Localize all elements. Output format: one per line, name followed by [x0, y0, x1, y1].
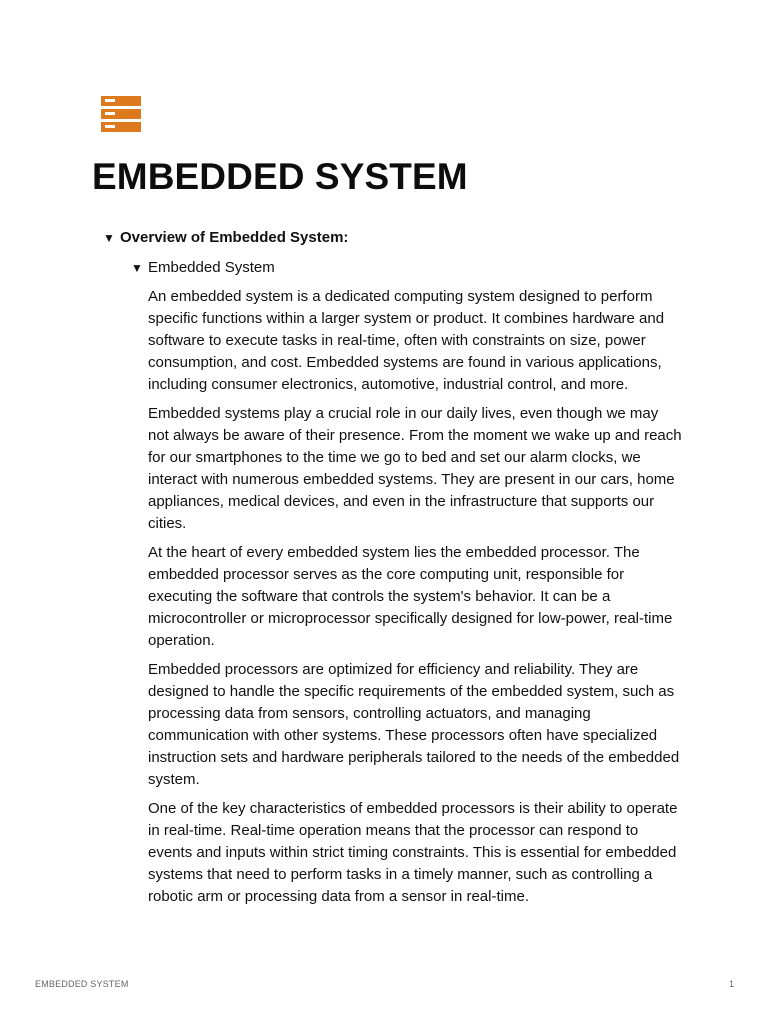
- paragraph: Embedded processors are optimized for efficiency and reliability. They are designed to handle the specific requirements of the embedded system, such as processing data from sensors, controlling actuators, and managing communication with other systems. These processors often have specialized instruction sets and hardware peripherals tailored to the needs of the embedded system.: [148, 661, 680, 788]
- page-number: 1: [728, 979, 734, 989]
- paragraph: At the heart of every embedded system lies the embedded processor. The embedded processor serves as the core computing unit, responsible for executing the software that controls the system's behavior. It can be a microcontroller or microprocessor specifically designed for low-power, real-time operation.: [148, 544, 673, 649]
- toggle-overview[interactable]: [103, 228, 348, 248]
- toggle-overview-label: Overview of Embedded System:: [120, 229, 349, 246]
- toggle-content: [148, 286, 683, 915]
- page-title: EMBEDDED SYSTEM: [92, 156, 468, 197]
- footer-title: EMBEDDED SYSTEM: [35, 979, 129, 989]
- paragraph: One of the key characteristics of embedded processors is their ability to operate in real-time. Real-time operation means that the processor can respond to events and inputs within strict timing constraints. This is essential for embedded systems that need to perform tasks in a timely manner, such as controlling a robotic arm or processing data from a sensor in real-time.: [148, 800, 678, 905]
- paragraph: An embedded system is a dedicated computing system designed to perform specific functions within a larger system or product. It combines hardware and software to execute tasks in real-time, often with constraints on size, power consumption, and cost. Embedded systems are found in various applications, including consumer electronics, automotive, industrial control, and more.: [148, 288, 665, 393]
- caret-down-icon[interactable]: ▼: [103, 231, 115, 245]
- toggle-embedded-system[interactable]: [131, 258, 275, 278]
- caret-down-icon[interactable]: ▼: [131, 261, 143, 275]
- toggle-embedded-system-label: Embedded System: [148, 259, 275, 276]
- paragraph: Embedded systems play a crucial role in our daily lives, even though we may not always be aware of their presence. From the moment we wake up and reach for our smartphones to the time we go to bed and set our alarm clocks, we interact with numerous embedded systems. They are present in our cars, home appliances, medical devices, and even in the infrastructure that supports our cities.: [148, 405, 682, 532]
- server-stack-icon: [101, 96, 141, 132]
